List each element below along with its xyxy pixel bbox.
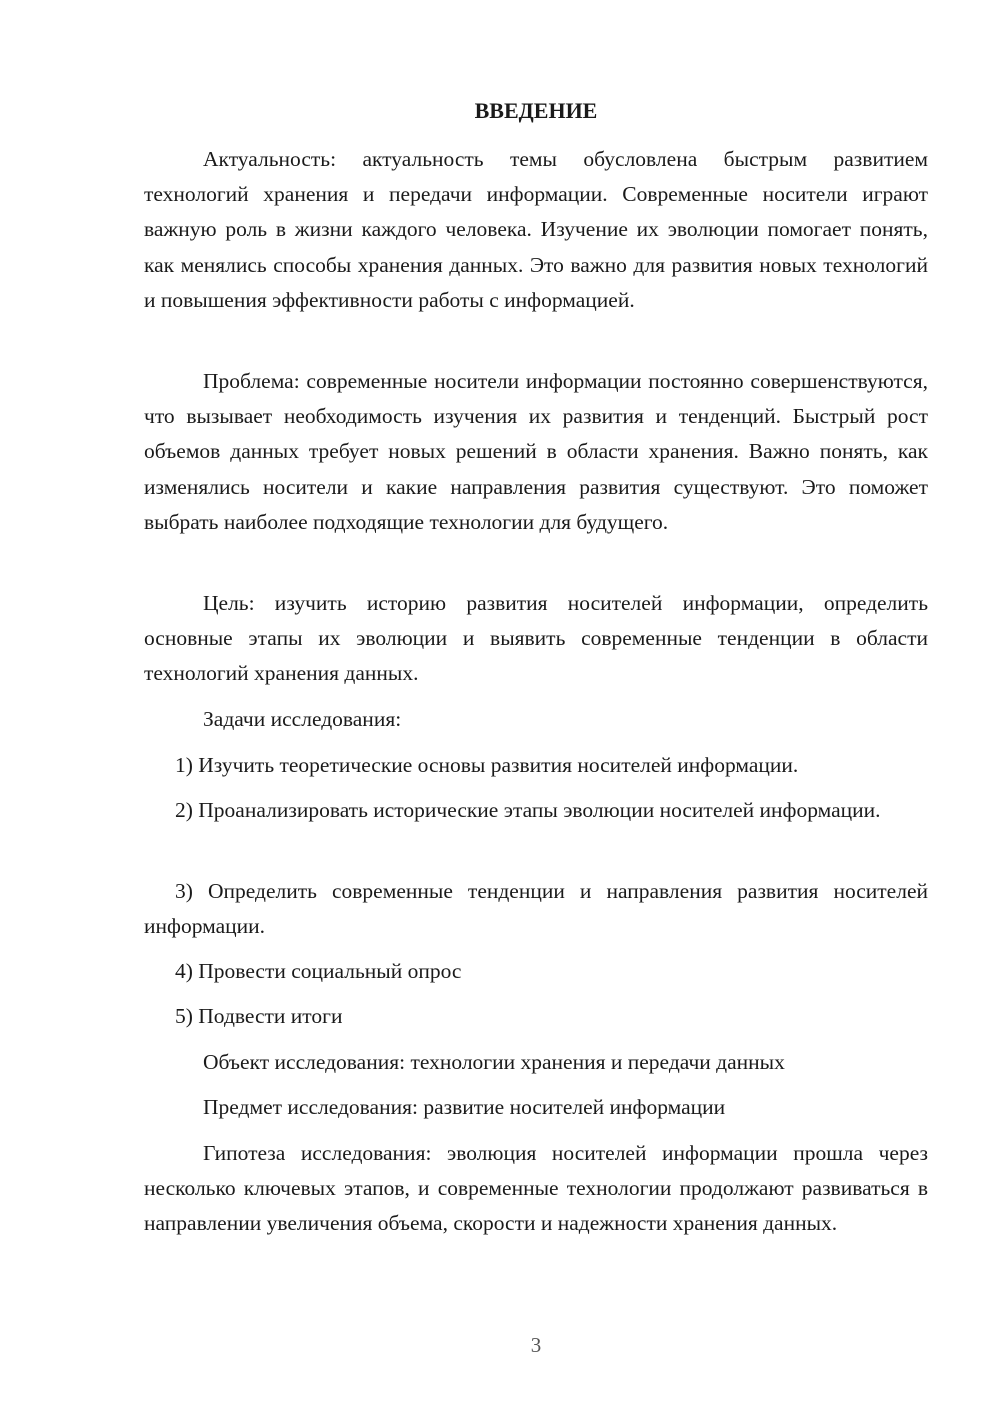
problem-paragraph: Проблема: современные носители информации постоянно совершенствуются, что вызывает необходимость изучения их развития и тенденций. Быстрый рост объемов данных требует новых решений в области хранения. Важно понять, как изменялись носители и какие направления развития существуют. Это поможет выбрать наиболее подходящие технологии для будущего.: [144, 369, 928, 534]
task-item-2: 2) Проанализировать исторические этапы эволюции носителей информации.: [175, 798, 881, 822]
object-paragraph: Объект исследования: технологии хранения и передачи данных: [203, 1050, 785, 1074]
goal-paragraph: Цель: изучить историю развития носителей информации, определить основные этапы их эволюции и выявить современные тенденции в области технологий хранения данных.: [144, 591, 928, 686]
subject-paragraph: Предмет исследования: развитие носителей информации: [203, 1095, 726, 1119]
page-number: 3: [530, 1333, 542, 1357]
tasks-heading: Задачи исследования:: [203, 707, 402, 731]
task-item-1: 1) Изучить теоретические основы развития носителей информации.: [175, 753, 799, 777]
page-title: ВВЕДЕНИЕ: [474, 98, 598, 123]
task-item-4: 4) Провести социальный опрос: [175, 959, 462, 983]
document-page: [144, 0, 928, 1414]
relevance-paragraph: Актуальность: актуальность темы обусловлена быстрым развитием технологий хранения и передачи информации. Современные носители играют важную роль в жизни каждого человека. Изучение их эволюции помогает понять, как менялись способы хранения данных. Это важно для развития новых технологий и повышения эффективности работы с информацией.: [144, 147, 928, 312]
task-item-5: 5) Подвести итоги: [175, 1004, 343, 1028]
hypothesis-paragraph: Гипотеза исследования: эволюция носителей информации прошла через несколько ключевых этапов, и современные технологии продолжают развиваться в направлении увеличения объема, скорости и надежности хранения данных.: [144, 1141, 928, 1236]
task-item-3: 3) Определить современные тенденции и направления развития носителей информации.: [144, 879, 928, 939]
